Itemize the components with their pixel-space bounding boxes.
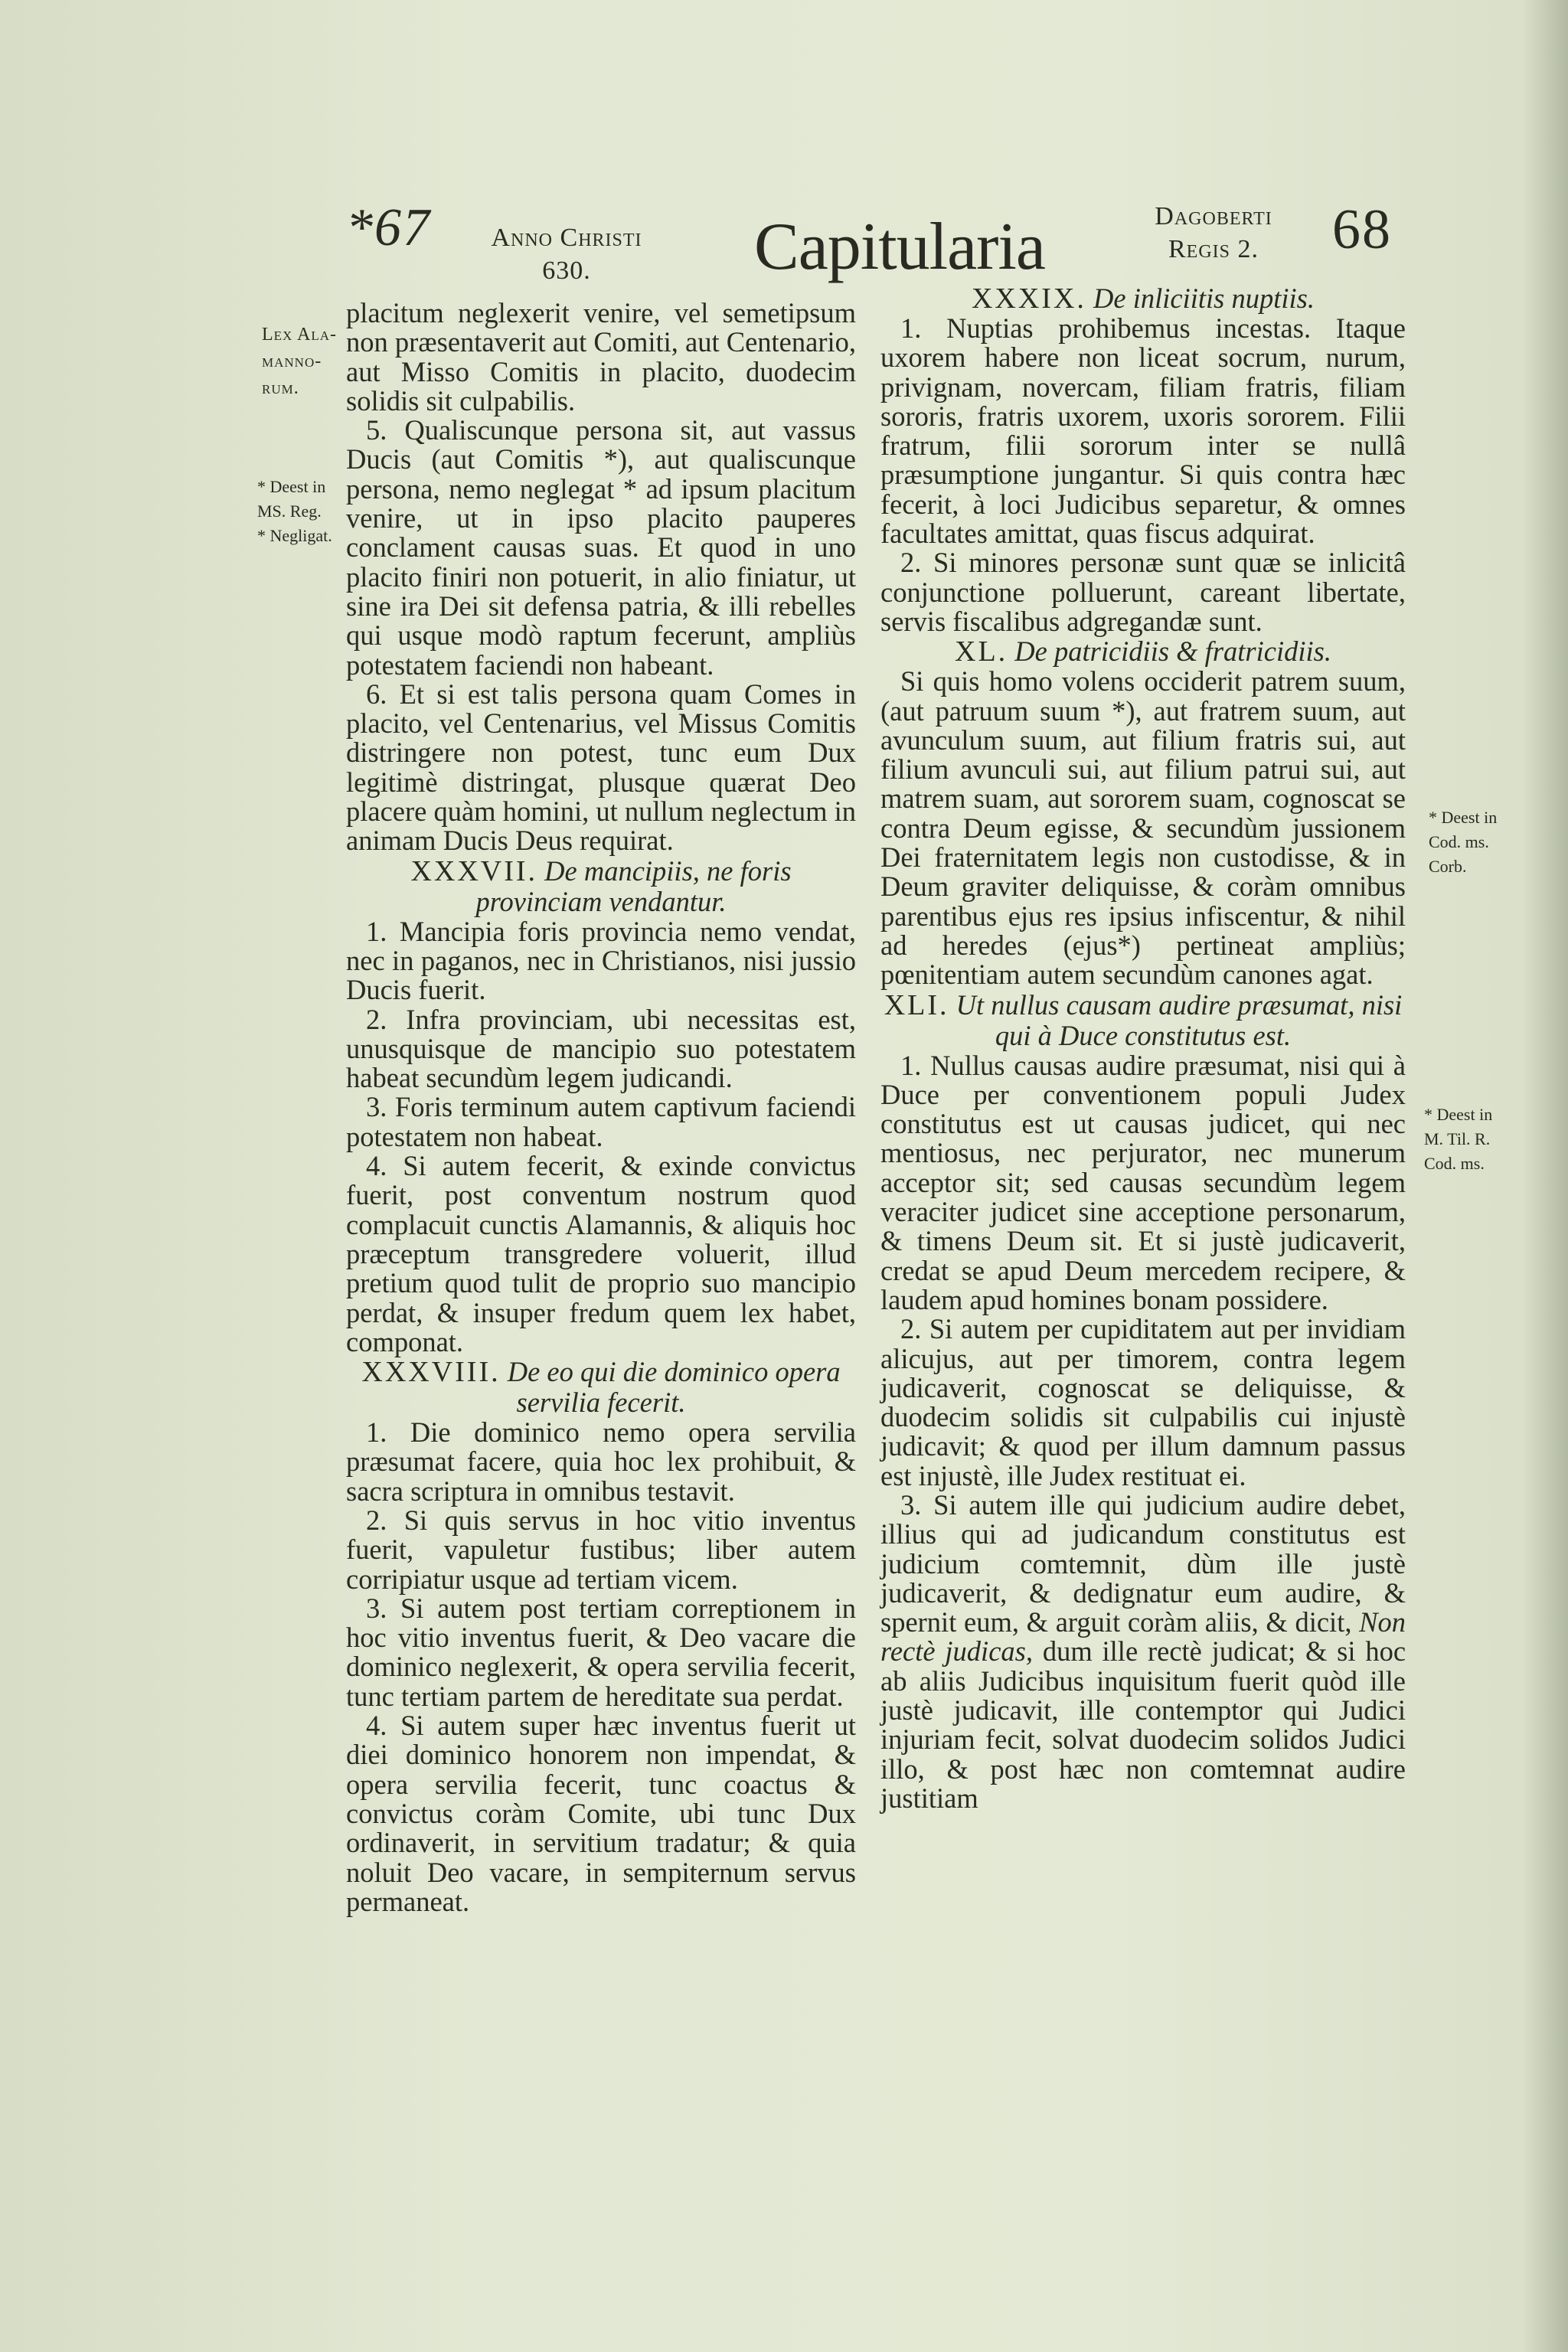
s37-paragraph-1: 1. Mancipia foris provincia nemo vendat, nec in paganos, nec in Christianos, nisi jussio Ducis fuerit.	[346, 915, 856, 1006]
margin-note-lex	[262, 322, 337, 401]
s41-p3-part-2: dum ille rectè judicat; & si hoc ab aliis Judicibus inquisitum fuerit quòd ille justè judicavit, ille contemptor qui Judici injuriam fecit, solvat duodecim solidos Judici illo, & post hæc non comtemnat audire justitiam	[880, 1635, 1406, 1814]
regis: Regis 2.	[1168, 234, 1259, 263]
s40-paragraph-1: Si quis homo volens occiderit patrem suum, (aut patruum suum *), aut fratrem suum, aut avunculum suum, aut filium fratris sui, aut filium avunculi sui, aut filium patrui sui, aut matrem suam, aut sororem suam, cognoscat se contra Deum egisse, & secundùm jussionem Dei fraternitatem legis non custodisse, & in Deum graviter deliquisse, & coràm omnibus parentibus ejus res ipsius infiscentur, & nihil ad heredes (ejus*) pertineat ampliùs; pœnitentiam autem secundùm canones agat.	[880, 665, 1406, 991]
section-title-38: De eo qui die dominico opera servilia fecerit.	[507, 1356, 841, 1419]
note-a-line-2: MS. Reg.	[257, 501, 322, 521]
running-head-dagoberti	[1118, 201, 1309, 266]
s37-paragraph-2: 2. Infra provinciam, ubi necessitas est, unusquisque de mancipio suo potestatem habeat secundùm legem judicandi.	[346, 1003, 856, 1094]
dagoberti: Dagoberti	[1155, 202, 1272, 230]
note-c-line-1: * Deest in	[1424, 1105, 1493, 1124]
s39-paragraph-2: 2. Si minores personæ sunt quæ se inlicitâ conjunctione polluerunt, careant libertate, servis fiscalibus adgregandæ sunt.	[880, 547, 1406, 637]
section-heading-39	[880, 283, 1406, 314]
anno-christi: Anno Christi	[491, 224, 642, 252]
section-heading-38	[346, 1357, 856, 1418]
section-heading-40	[880, 636, 1406, 667]
section-number-39: XXXIX.	[971, 283, 1086, 315]
margin-note-c	[1424, 1102, 1492, 1176]
note-a-line-3: * Negligat.	[257, 525, 332, 545]
s41-paragraph-3	[880, 1488, 1406, 1814]
page-edge-shadow	[1522, 0, 1568, 2352]
s41-paragraph-1: 1. Nullus causas audire præsumat, nisi qui à Duce per conventionem populi Judex constitutus est ut causas judicet, qui nec mentiosus, nec perjurator, nec munerum acceptor sit; sed causas secundùm legem veraciter judicet sine acceptione personarum, & timens Deum sit. Et si justè judicaverit, credat se apud Deum mercedem recipere, & laudem apud homines bonam possidere.	[880, 1049, 1406, 1315]
lex-line-1: Lex Ala-	[262, 325, 337, 345]
section-number-40: XL.	[955, 635, 1008, 668]
s38-paragraph-1: 1. Die dominico nemo opera servilia præsumat facere, quia hoc lex prohibuit, & sacra scriptura in omnibus testavit.	[346, 1416, 856, 1507]
section-title-40: De patricidiis & fratricidiis.	[1014, 635, 1331, 668]
lex-line-3: rum.	[262, 377, 299, 398]
right-column	[880, 283, 1406, 1813]
s41-p3-quote: Non rectè judicas,	[880, 1606, 1406, 1668]
page-number-left: *67	[346, 198, 431, 257]
running-title: Capitularia	[754, 210, 1045, 284]
section-heading-41	[880, 990, 1406, 1051]
margin-note-a	[257, 475, 332, 548]
left-column	[346, 299, 856, 1916]
paragraph-6: 6. Et si est talis persona quam Comes in placito, vel Centenarius, vel Missus Comitis distringere non potest, tunc eum Dux legitimè distringat, plusque quærat Deo placere quàm homini, ut nullum neglectum in animam Ducis Deus requirat.	[346, 678, 856, 857]
s38-paragraph-4: 4. Si autem super hæc inventus fuerit ut diei dominico honorem non impendat, & opera servilia fecerit, tunc coactus & convictus coràm Comite, ubi tunc Dux ordinaverit, in servitium tradatur; & quia noluit Deo vacare, in sempiternum servus permaneat.	[346, 1710, 856, 1917]
s38-paragraph-2: 2. Si quis servus in hoc vitio inventus fuerit, vapuletur fustibus; liber autem corripiatur usque ad tertiam vicem.	[346, 1504, 856, 1595]
s41-p3-part-1: 3. Si autem ille qui judicium audire debet, illius qui ad judicandum constitutus est judicium comtemnit, dùm ille justè judicaverit, & dedignatur eum audire, & spernit eum, & arguit coràm aliis, & dicit,	[880, 1488, 1406, 1638]
note-c-line-2: M. Til. R.	[1424, 1129, 1491, 1148]
lex-line-2: manno-	[262, 351, 322, 371]
s37-paragraph-3: 3. Foris terminum autem captivum faciendi potestatem non habeat.	[346, 1091, 856, 1152]
section-number-37: XXXVII.	[410, 854, 538, 887]
section-number-38: XXXVIII.	[361, 1356, 501, 1389]
paragraph-5: 5. Qualiscunque persona sit, aut vassus Ducis (aut Comitis *), aut qualiscunque persona, nemo neglegat * ad ipsum placitum venire, ut in ipso placito pauperes conclament causas suas. Et quod in uno placito finiri non potuerit, in alio finiatur, ut sine ira Dei sit defensa patria, & illi rebelles qui usque modò raptum fecerunt, ampliùs potestatem faciendi non habeant.	[346, 414, 856, 681]
note-b-line-1: * Deest in	[1429, 808, 1498, 827]
note-b-line-2: Cod. ms.	[1429, 831, 1489, 851]
s41-paragraph-2: 2. Si autem per cupiditatem aut per invidiam alicujus, aut per timorem, contra legem judicaverit, cognoscat se deliquisse, & duodecim solidis sit culpabilis cui injustè judicavit; & quod per illum damnum passus est injustè, ille Judex restituat ei.	[880, 1313, 1406, 1491]
page-number-right: 68	[1332, 198, 1392, 261]
section-number-41: XLI.	[884, 988, 949, 1021]
section-title-39: De inliciitis nuptiis.	[1093, 283, 1315, 314]
margin-note-b	[1429, 805, 1497, 879]
s39-paragraph-1: 1. Nuptias prohibemus incestas. Itaque uxorem habere non liceat socrum, nurum, privignam, novercam, filiam fratris, filiam sororis, fratris uxorem, uxoris sororem. Filii fratrum, filii sororum inter se nullâ præsumptione jungantur. Si quis contra hæc fecerit, à loci Judicibus separetur, & omnes facultates amittat, quas fiscus adquirat.	[880, 312, 1406, 550]
s38-paragraph-3: 3. Si autem post tertiam correptionem in hoc vitio inventus fuerit, & Deo vacare die dominico neglexerit, & opera servilia fecerit, tunc tertiam partem de hereditate sua perdat.	[346, 1592, 856, 1712]
section-title-41: Ut nullus causam audire præsumat, nisi qui à Duce constitutus est.	[956, 988, 1403, 1051]
paragraph-continuation: placitum neglexerit venire, vel semetipsum non præsentaverit aut Comiti, aut Centenario, aut Misso Comitis in placito, duodecim solidis sit culpabilis.	[346, 297, 856, 416]
anno-year: 630.	[542, 256, 591, 285]
note-a-line-1: * Deest in	[257, 477, 326, 496]
section-title-37: De mancipiis, ne foris provinciam vendantur.	[475, 854, 792, 917]
s37-paragraph-4: 4. Si autem fecerit, & exinde convictus fuerit, post conventum nostrum quod complacuit cunctis Alamannis, & aliquis hoc præceptum transgredere voluerit, illud pretium quod tulit de proprio suo mancipio perdat, & insuper fredum quem lex habet, componat.	[346, 1150, 856, 1357]
note-c-line-3: Cod. ms.	[1424, 1153, 1485, 1173]
section-heading-37	[346, 856, 856, 917]
running-head-anno	[452, 222, 681, 287]
note-b-line-3: Corb.	[1429, 856, 1467, 876]
